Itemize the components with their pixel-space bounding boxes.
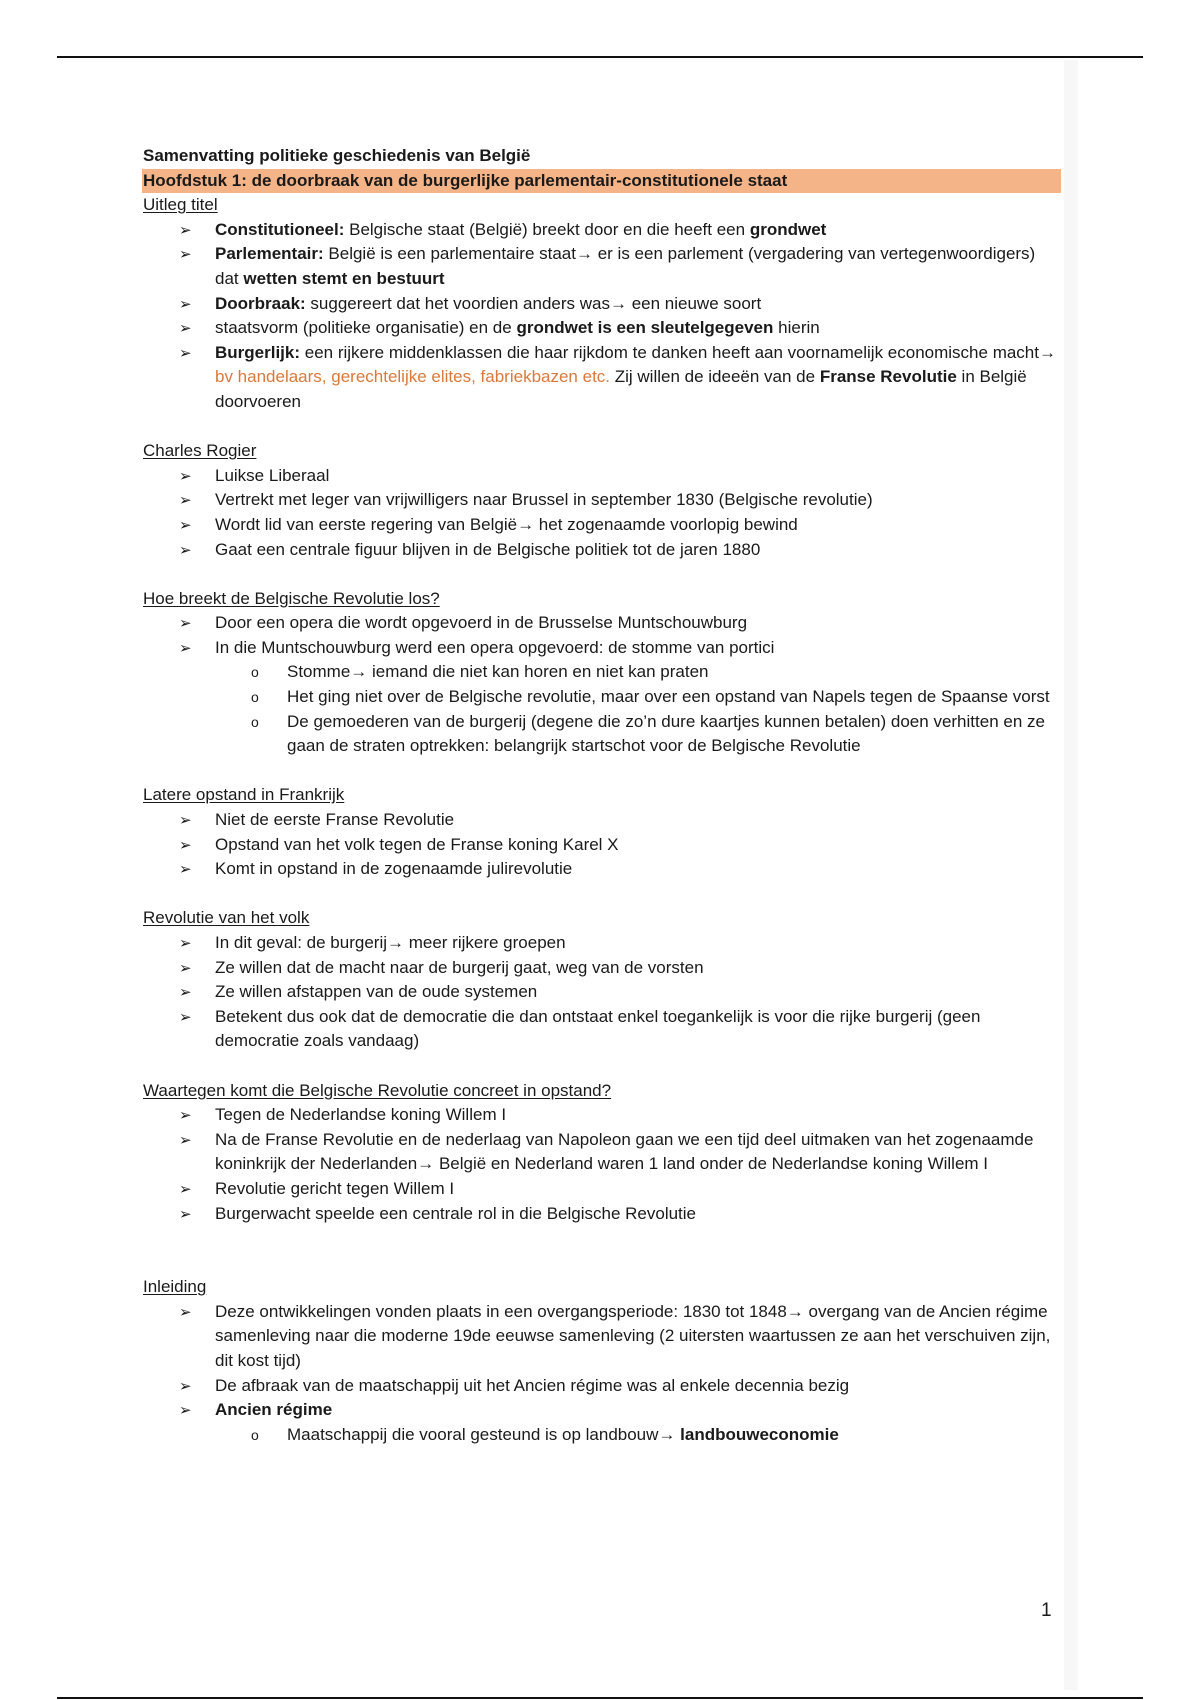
sub-list-item: o De gemoederen van de burgerij (degene die zo’n dure kaartjes kunnen betalen) doen verhitten en ze gaan de straten optrekken: belangrijk startschot voor de Belgische Revolutie — [287, 710, 1061, 759]
list-item: ➢ Doorbraak: suggereert dat het voordien anders was→ een nieuwe soort — [215, 292, 1061, 317]
section-heading-rogier: Charles Rogier — [143, 441, 257, 461]
list-item: ➢ In dit geval: de burgerij→ meer rijkere groepen — [215, 931, 1061, 956]
list-item: ➢ Ancien régime o Maatschappij die vooral gesteund is op landbouw→ landbouweconomie — [215, 1398, 1061, 1447]
list-item: ➢ Betekent dus ook dat de democratie die dan ontstaat enkel toegankelijk is voor die rijke burgerij (geen democratie zoals vandaag) — [215, 1005, 1061, 1054]
sub-list — [215, 1423, 1061, 1448]
bottom-rule — [57, 1697, 1143, 1699]
list-item: ➢ Parlementair: België is een parlementaire staat→ er is een parlement (vergadering van vertegenwoordigers) dat wetten stemt en bestuurt — [215, 242, 1061, 291]
list-item: ➢ In die Muntschouwburg werd een opera opgevoerd: de stomme van portici o Stomme→ iemand die niet kan horen en niet kan praten o Het ging niet over de Belgische revolutie, maar over een opstand van Napels tegen de Spaanse vorst o De gemoederen van de burgerij (degene die zo’n dure kaartjes kunnen betalen) doen verhitten en ze gaan de straten optrekken: belangrijk startschot voor de Belgische Revolutie — [215, 636, 1061, 759]
list-item: ➢ Ze willen dat de macht naar de burgerij gaat, weg van de vorsten — [215, 956, 1061, 981]
bullet-list — [143, 1103, 1061, 1226]
section-heading-waartegen: Waartegen komt die Belgische Revolutie concreet in opstand? — [143, 1080, 612, 1100]
list-item: ➢ Deze ontwikkelingen vonden plaats in een overgangsperiode: 1830 tot 1848→ overgang van de Ancien régime samenleving naar die moderne 19de eeuwse samenleving (2 uitersten waartussen ze aan het verschuiven zijn, dit kost tijd) — [215, 1300, 1061, 1374]
list-item: ➢ Burgerlijk: een rijkere middenklassen die haar rijkdom te danken heeft aan voornamelijk economische macht→ bv handelaars, gerechtelijke elites, fabriekbazen etc. Zij willen de ideeën van de Franse Revolutie in België doorvoeren — [215, 341, 1061, 415]
list-item: ➢ Constitutioneel: Belgische staat (België) breekt door en die heeft een grondwet — [215, 218, 1061, 243]
highlight-examples: bv handelaars, gerechtelijke elites, fabriekbazen etc. — [215, 367, 611, 387]
bullet-list — [143, 218, 1061, 415]
list-item: ➢ Vertrekt met leger van vrijwilligers naar Brussel in september 1830 (Belgische revolutie) — [215, 488, 1061, 513]
list-item: ➢ Na de Franse Revolutie en de nederlaag van Napoleon gaan we een tijd deel uitmaken van het zogenaamde koninkrijk der Nederlanden→ België en Nederland waren 1 land onder de Nederlandse koning Willem I — [215, 1128, 1061, 1177]
bullet-list — [143, 808, 1061, 882]
list-item: ➢ Burgerwacht speelde een centrale rol in die Belgische Revolutie — [215, 1202, 1061, 1227]
list-item: ➢ Revolutie gericht tegen Willem I — [215, 1177, 1061, 1202]
list-item: ➢ staatsvorm (politieke organisatie) en de grondwet is een sleutelgegeven hierin — [215, 316, 1061, 341]
sub-list — [215, 660, 1061, 758]
list-item: ➢ Tegen de Nederlandse koning Willem I — [215, 1103, 1061, 1128]
section-heading-frankrijk: Latere opstand in Frankrijk — [143, 785, 345, 805]
bullet-list — [143, 931, 1061, 1054]
page-number: 1 — [1041, 1600, 1052, 1621]
list-item: ➢ Door een opera die wordt opgevoerd in de Brusselse Muntschouwburg — [215, 611, 1061, 636]
list-item: ➢ Niet de eerste Franse Revolutie — [215, 808, 1061, 833]
list-item: ➢ Opstand van het volk tegen de Franse koning Karel X — [215, 833, 1061, 858]
sub-list-item: o Stomme→ iemand die niet kan horen en niet kan praten — [287, 660, 1061, 685]
list-item: ➢ Komt in opstand in de zogenaamde julirevolutie — [215, 857, 1061, 882]
document-title: Samenvatting politieke geschiedenis van België — [143, 146, 531, 165]
bullet-list — [143, 464, 1061, 562]
document-body — [143, 144, 1061, 1447]
bullet-list — [143, 1300, 1061, 1448]
section-heading-revolutie-los: Hoe breekt de Belgische Revolutie los? — [143, 588, 440, 608]
chapter-heading: Hoofdstuk 1: de doorbraak van de burgerlijke parlementair-constitutionele staat — [142, 169, 1061, 194]
section-heading-inleiding: Inleiding — [143, 1277, 207, 1297]
list-item: ➢ De afbraak van de maatschappij uit het Ancien régime was al enkele decennia bezig — [215, 1374, 1061, 1399]
list-item: ➢ Luikse Liberaal — [215, 464, 1061, 489]
page-edge-shade — [1064, 60, 1078, 1690]
list-item: ➢ Wordt lid van eerste regering van België→ het zogenaamde voorlopig bewind — [215, 513, 1061, 538]
list-item: ➢ Gaat een centrale figuur blijven in de Belgische politiek tot de jaren 1880 — [215, 538, 1061, 563]
section-heading-uitleg: Uitleg titel — [143, 195, 218, 215]
section-heading-volk: Revolutie van het volk — [143, 908, 310, 928]
bullet-list — [143, 611, 1061, 759]
list-item: ➢ Ze willen afstappen van de oude systemen — [215, 980, 1061, 1005]
top-rule — [57, 56, 1143, 58]
sub-list-item: o Het ging niet over de Belgische revolutie, maar over een opstand van Napels tegen de Spaanse vorst — [287, 685, 1061, 710]
sub-list-item: o Maatschappij die vooral gesteund is op landbouw→ landbouweconomie — [287, 1423, 1061, 1448]
